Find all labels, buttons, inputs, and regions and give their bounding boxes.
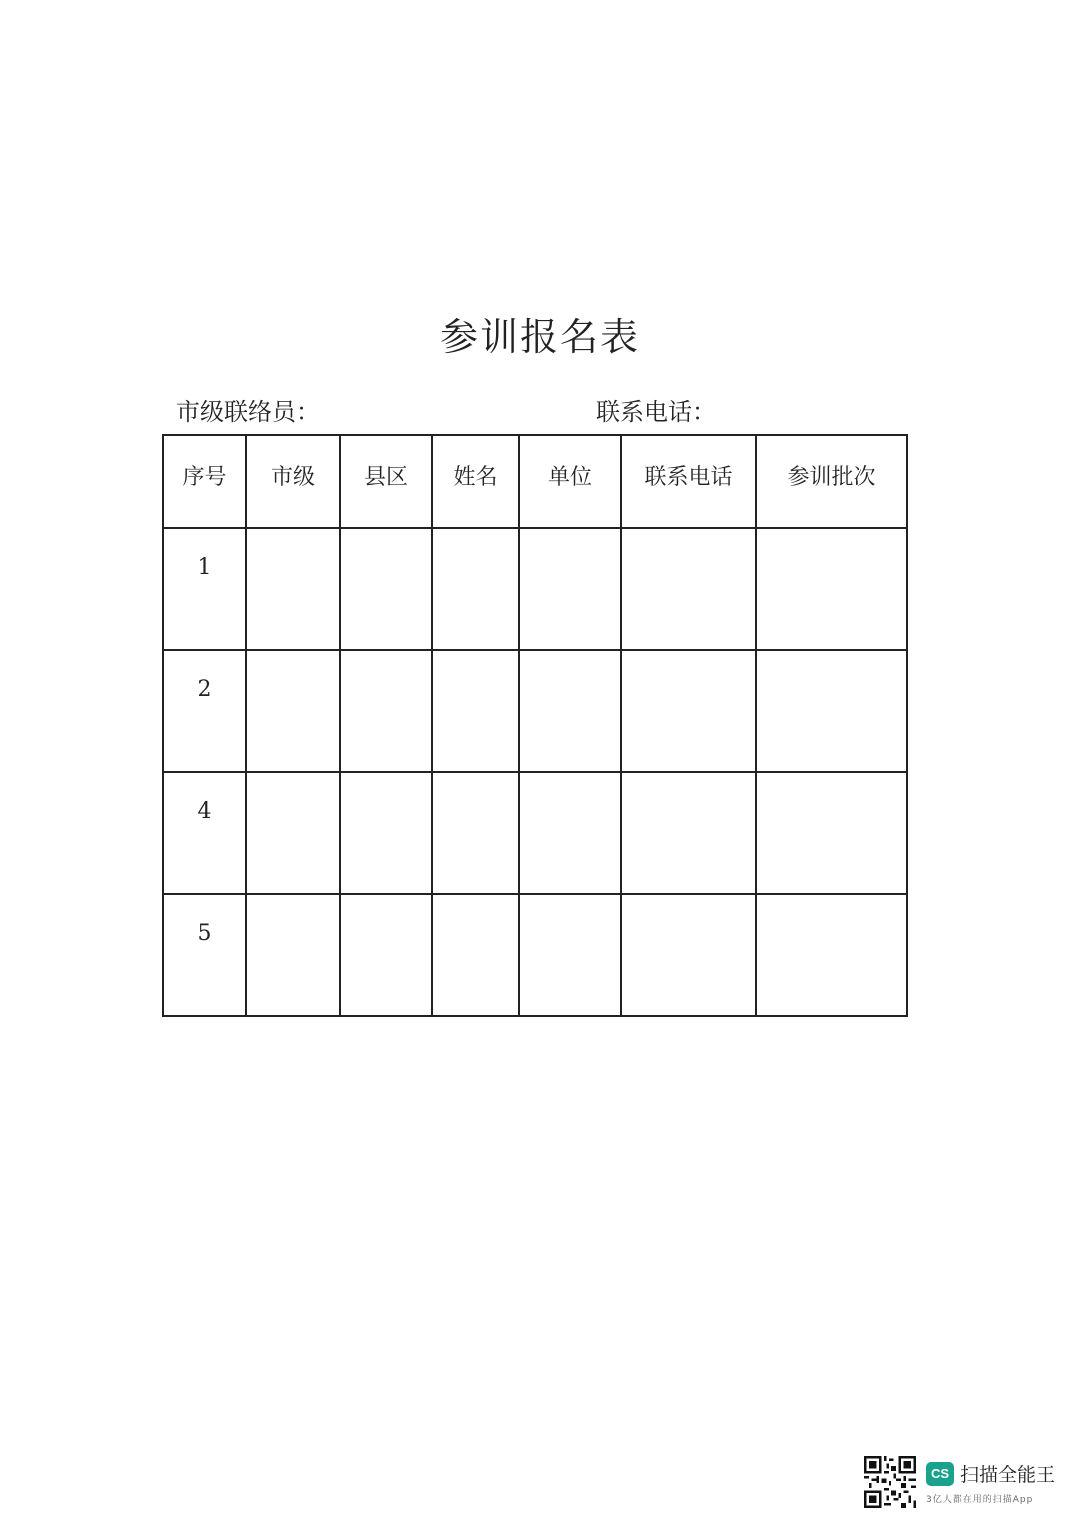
- batch-cell[interactable]: [756, 528, 907, 650]
- city-cell[interactable]: [246, 650, 340, 772]
- batch-cell[interactable]: [756, 772, 907, 894]
- organization-cell[interactable]: [519, 528, 621, 650]
- brand-tagline: 3亿人都在用的扫描App: [926, 1495, 1034, 1505]
- table-header-row: [163, 435, 907, 528]
- county-cell[interactable]: [340, 650, 432, 772]
- header-city: 市级: [246, 435, 340, 528]
- organization-cell[interactable]: [519, 894, 621, 1016]
- qr-code-icon: [864, 1456, 916, 1508]
- phone-label: 联系电话：: [596, 398, 716, 426]
- scanner-watermark: [864, 1456, 1060, 1510]
- table-row: [163, 650, 907, 772]
- county-cell[interactable]: [340, 772, 432, 894]
- phone-cell[interactable]: [621, 650, 756, 772]
- name-cell[interactable]: [432, 772, 519, 894]
- city-cell[interactable]: [246, 894, 340, 1016]
- phone-cell[interactable]: [621, 528, 756, 650]
- organization-cell[interactable]: [519, 772, 621, 894]
- county-cell[interactable]: [340, 528, 432, 650]
- phone-cell[interactable]: [621, 894, 756, 1016]
- county-cell[interactable]: [340, 894, 432, 1016]
- header-county: 县区: [340, 435, 432, 528]
- table-row: [163, 772, 907, 894]
- header-batch: 参训批次: [756, 435, 907, 528]
- header-index: 序号: [163, 435, 246, 528]
- table-row: [163, 528, 907, 650]
- header-organization: 单位: [519, 435, 621, 528]
- organization-cell[interactable]: [519, 650, 621, 772]
- page-title: 参训报名表: [439, 315, 640, 359]
- brand-name: 扫描全能王: [960, 1464, 1056, 1486]
- row-index: 2: [163, 650, 246, 772]
- city-contact-label: 市级联络员：: [176, 398, 320, 426]
- table-row: [163, 894, 907, 1016]
- name-cell[interactable]: [432, 894, 519, 1016]
- row-index: 4: [163, 772, 246, 894]
- header-phone: 联系电话: [621, 435, 756, 528]
- phone-cell[interactable]: [621, 772, 756, 894]
- row-index: 1: [163, 528, 246, 650]
- header-name: 姓名: [432, 435, 519, 528]
- signup-table: [162, 434, 908, 1017]
- batch-cell[interactable]: [756, 894, 907, 1016]
- camscanner-logo-icon: CS: [926, 1462, 954, 1486]
- city-cell[interactable]: [246, 772, 340, 894]
- name-cell[interactable]: [432, 528, 519, 650]
- row-index: 5: [163, 894, 246, 1016]
- city-cell[interactable]: [246, 528, 340, 650]
- batch-cell[interactable]: [756, 650, 907, 772]
- name-cell[interactable]: [432, 650, 519, 772]
